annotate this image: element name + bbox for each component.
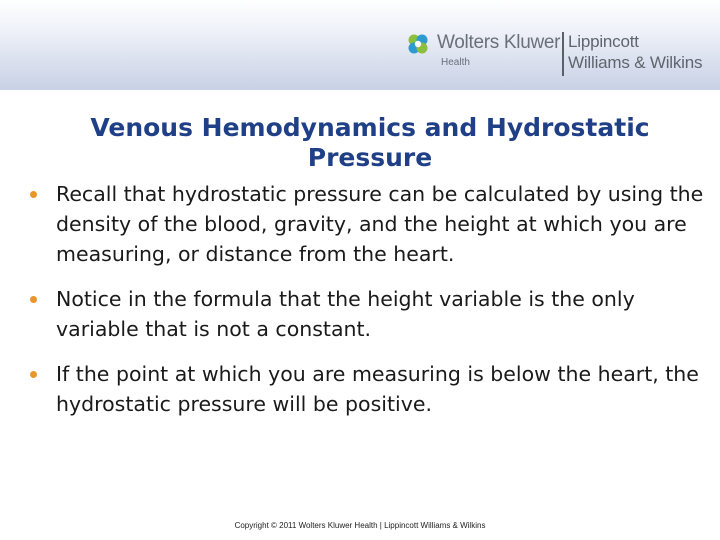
bullet-list [28, 179, 708, 419]
slide-title: Venous Hemodynamics and Hydrostatic Pressure [90, 113, 650, 172]
brand-secondary-line1: Lippincott [568, 32, 639, 51]
wolters-kluwer-mark-icon [405, 31, 431, 57]
logo-divider [562, 32, 564, 76]
bullet-item [28, 359, 708, 419]
bullet-text: Recall that hydrostatic pressure can be calculated by using the density of the blood, gravity, and the height at which you are measuring, or distance from the heart. [56, 182, 704, 266]
bullet-item [28, 179, 708, 269]
brand-secondary-line2: Williams & Wilkins [568, 53, 703, 72]
bullet-text: Notice in the formula that the height variable is the only variable that is not a constant. [56, 287, 635, 341]
brand-primary: Wolters Kluwer [437, 32, 561, 53]
bullet-marker [30, 191, 37, 198]
copyright-footer: Copyright © 2011 Wolters Kluwer Health | Lippincott Williams & Wilkins [234, 521, 486, 530]
publisher-logo [405, 28, 717, 80]
bullet-item [28, 284, 708, 344]
bullet-marker [30, 371, 37, 378]
bullet-text: If the point at which you are measuring is below the heart, the hydrostatic pressure will be positive. [56, 362, 699, 416]
brand-sub: Health [441, 57, 470, 68]
bullet-marker [30, 296, 37, 303]
